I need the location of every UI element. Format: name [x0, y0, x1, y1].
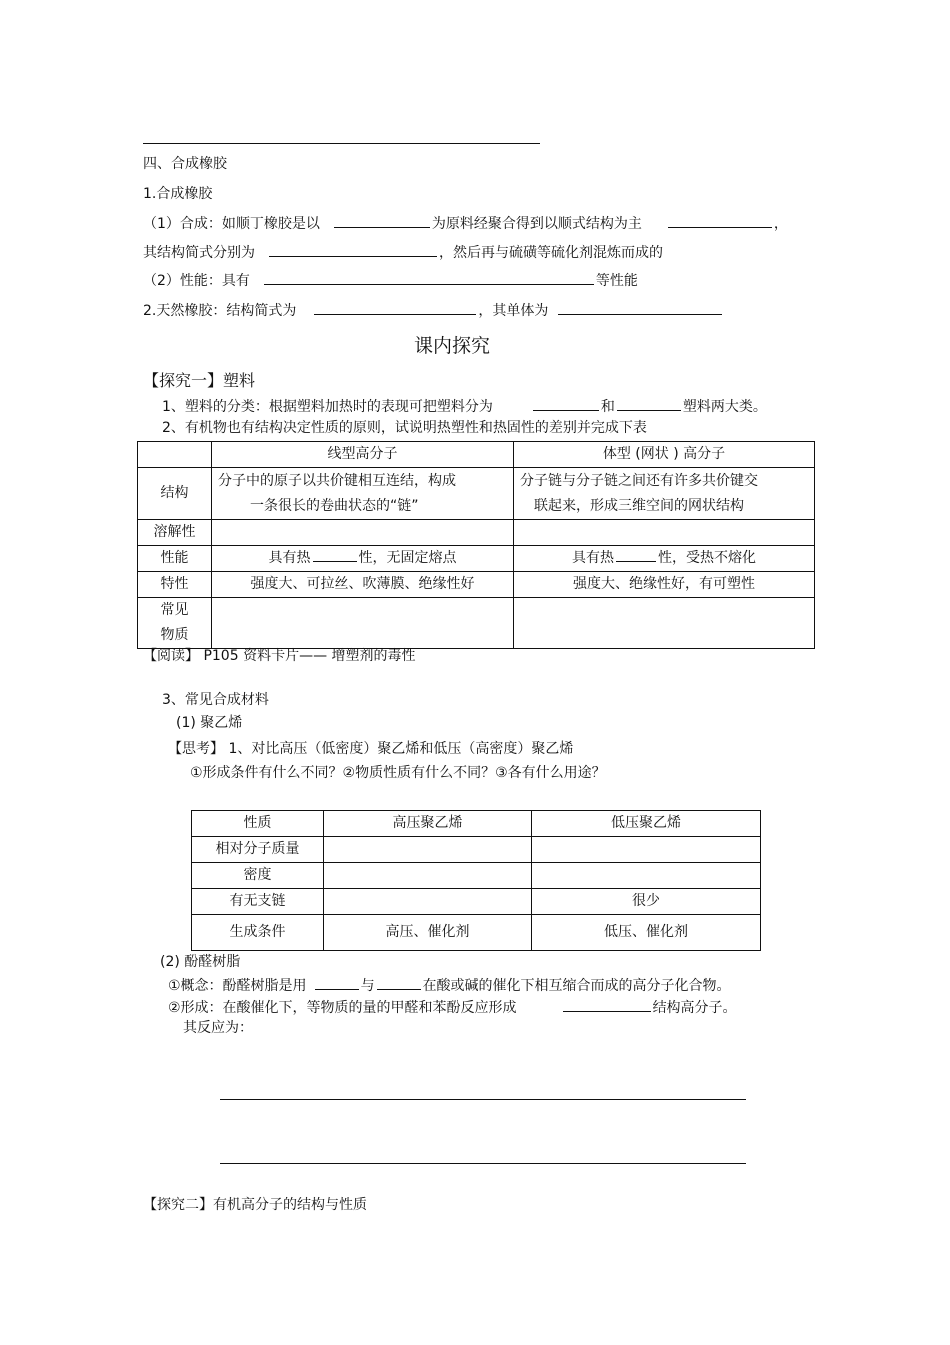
answer-cell[interactable]	[532, 837, 761, 863]
answer-blank[interactable]	[314, 300, 476, 315]
answer-cell[interactable]	[324, 889, 532, 915]
table-cell: 强度大、可拉丝、吹薄膜、绝缘性好	[212, 572, 514, 598]
row-label: 密度	[192, 863, 324, 889]
property-line	[143, 270, 638, 290]
section-heading: 四、合成橡胶	[143, 156, 227, 172]
row-label: 结构	[138, 468, 212, 520]
answer-blank[interactable]	[563, 997, 651, 1012]
inquiry-heading: 【探究二】有机高分子的结构与性质	[143, 1197, 367, 1213]
inquiry-heading: 【探究一】塑料	[143, 371, 256, 390]
answer-cell[interactable]	[212, 598, 514, 649]
polyethylene-table	[191, 810, 761, 951]
text: 和	[600, 399, 615, 415]
page-title: 课内探究	[414, 335, 491, 357]
cell-line: 分子中的原子以共价键相互连结，构成	[218, 472, 456, 489]
row-label: 溶解性	[138, 520, 212, 546]
item-heading: 1.合成橡胶	[143, 186, 213, 202]
think-questions: ①形成条件有什么不同？②物质性质有什么不同？③各有什么用途？	[190, 765, 606, 781]
subsection-heading: (1) 聚乙烯	[176, 715, 243, 731]
answer-blank[interactable]	[264, 270, 594, 285]
answer-blank[interactable]	[269, 242, 437, 257]
text: 1、塑料的分类：根据塑料加热时的表现可把塑料分为	[162, 399, 493, 415]
table-cell	[514, 546, 815, 572]
reading-note: 【阅读】 P105 资料卡片—— 增塑剂的毒性	[143, 648, 416, 664]
instruction-line: 2、有机物也有结构决定性质的原则，试说明热塑性和热固性的差别并完成下表	[162, 420, 647, 436]
text: 2.天然橡胶：结构简式为	[143, 303, 297, 319]
cell-line: 物质	[160, 627, 189, 643]
answer-cell[interactable]	[324, 863, 532, 889]
cell-line: 一条很长的卷曲状态的“链”	[250, 497, 419, 514]
table-header: 体型 (网状 ) 高分子	[514, 442, 815, 468]
table-header: 低压聚乙烯	[532, 811, 761, 837]
text: （2）性能：具有	[143, 273, 250, 289]
answer-blank[interactable]	[377, 975, 421, 990]
table-cell: 强度大、绝缘性好，有可塑性	[514, 572, 815, 598]
answer-blank[interactable]	[617, 396, 681, 411]
answer-cell[interactable]	[514, 598, 815, 649]
synthesis-line	[143, 213, 788, 233]
subsection-heading: (2) 酚醛树脂	[160, 954, 241, 970]
text: 结构高分子。	[652, 1000, 737, 1016]
text: （1）合成：如顺丁橡胶是以	[143, 216, 320, 232]
row-label: 性能	[138, 546, 212, 572]
text: 与	[360, 978, 375, 994]
concept-line	[168, 975, 731, 995]
table-header: 性质	[192, 811, 324, 837]
answer-blank[interactable]	[315, 975, 359, 990]
answer-cell[interactable]	[532, 863, 761, 889]
text: 具有热	[268, 550, 311, 566]
text: ，	[773, 216, 788, 232]
row-label: 特性	[138, 572, 212, 598]
formula-line	[143, 242, 663, 262]
answer-blank[interactable]	[668, 213, 772, 228]
table-header	[138, 442, 212, 468]
row-label: 生成条件	[192, 915, 324, 951]
text: 在酸或碱的催化下相互缩合而成的高分子化合物。	[422, 978, 731, 994]
top-rule	[143, 143, 540, 144]
text: ，然后再与硫磺等硫化剂混炼而成的	[439, 245, 663, 261]
table-cell: 高压、催化剂	[324, 915, 532, 951]
text: ②形成：在酸催化下，等物质的量的甲醛和苯酚反应形成	[168, 1000, 517, 1016]
answer-line[interactable]	[220, 1163, 746, 1164]
cell-line: 分子链与分子链之间还有许多共价键交	[520, 472, 758, 489]
answer-cell[interactable]	[324, 837, 532, 863]
answer-blank[interactable]	[334, 213, 430, 228]
text: 塑料两大类。	[682, 399, 767, 415]
row-label	[138, 598, 212, 649]
reaction-label: 其反应为：	[183, 1020, 253, 1036]
table-cell	[212, 468, 514, 520]
text: 等性能	[595, 273, 638, 289]
table-cell: 很少	[532, 889, 761, 915]
natural-rubber-line	[143, 300, 724, 320]
text: 其结构简式分别为	[143, 245, 255, 261]
row-label: 有无支链	[192, 889, 324, 915]
answer-blank[interactable]	[533, 396, 599, 411]
table-header: 高压聚乙烯	[324, 811, 532, 837]
cell-line: 常见	[160, 602, 189, 618]
table-cell: 低压、催化剂	[532, 915, 761, 951]
table-cell	[212, 546, 514, 572]
answer-line[interactable]	[220, 1099, 746, 1100]
text: 性，受热不熔化	[658, 550, 756, 566]
text: ，其单体为	[478, 303, 549, 319]
answer-cell[interactable]	[514, 520, 815, 546]
table-header: 线型高分子	[212, 442, 514, 468]
text: 具有热	[572, 550, 614, 566]
text: ①概念：酚醛树脂是用	[168, 978, 307, 994]
row-label: 相对分子质量	[192, 837, 324, 863]
polymer-structure-table	[137, 441, 815, 649]
formation-line	[168, 997, 737, 1017]
text: 为原料经聚合得到以顺式结构为主	[431, 216, 642, 232]
section-heading: 3、常见合成材料	[162, 692, 269, 708]
answer-blank[interactable]	[558, 300, 722, 315]
cell-line: 联起来，形成三维空间的网状结构	[534, 497, 744, 514]
answer-blank[interactable]	[616, 547, 656, 562]
text: 性，无固定熔点	[358, 550, 457, 566]
table-cell	[514, 468, 815, 520]
answer-blank[interactable]	[313, 547, 357, 562]
answer-cell[interactable]	[212, 520, 514, 546]
classification-line	[162, 396, 767, 416]
think-prompt: 【思考】 1、对比高压（低密度）聚乙烯和低压（高密度）聚乙烯	[168, 741, 574, 757]
